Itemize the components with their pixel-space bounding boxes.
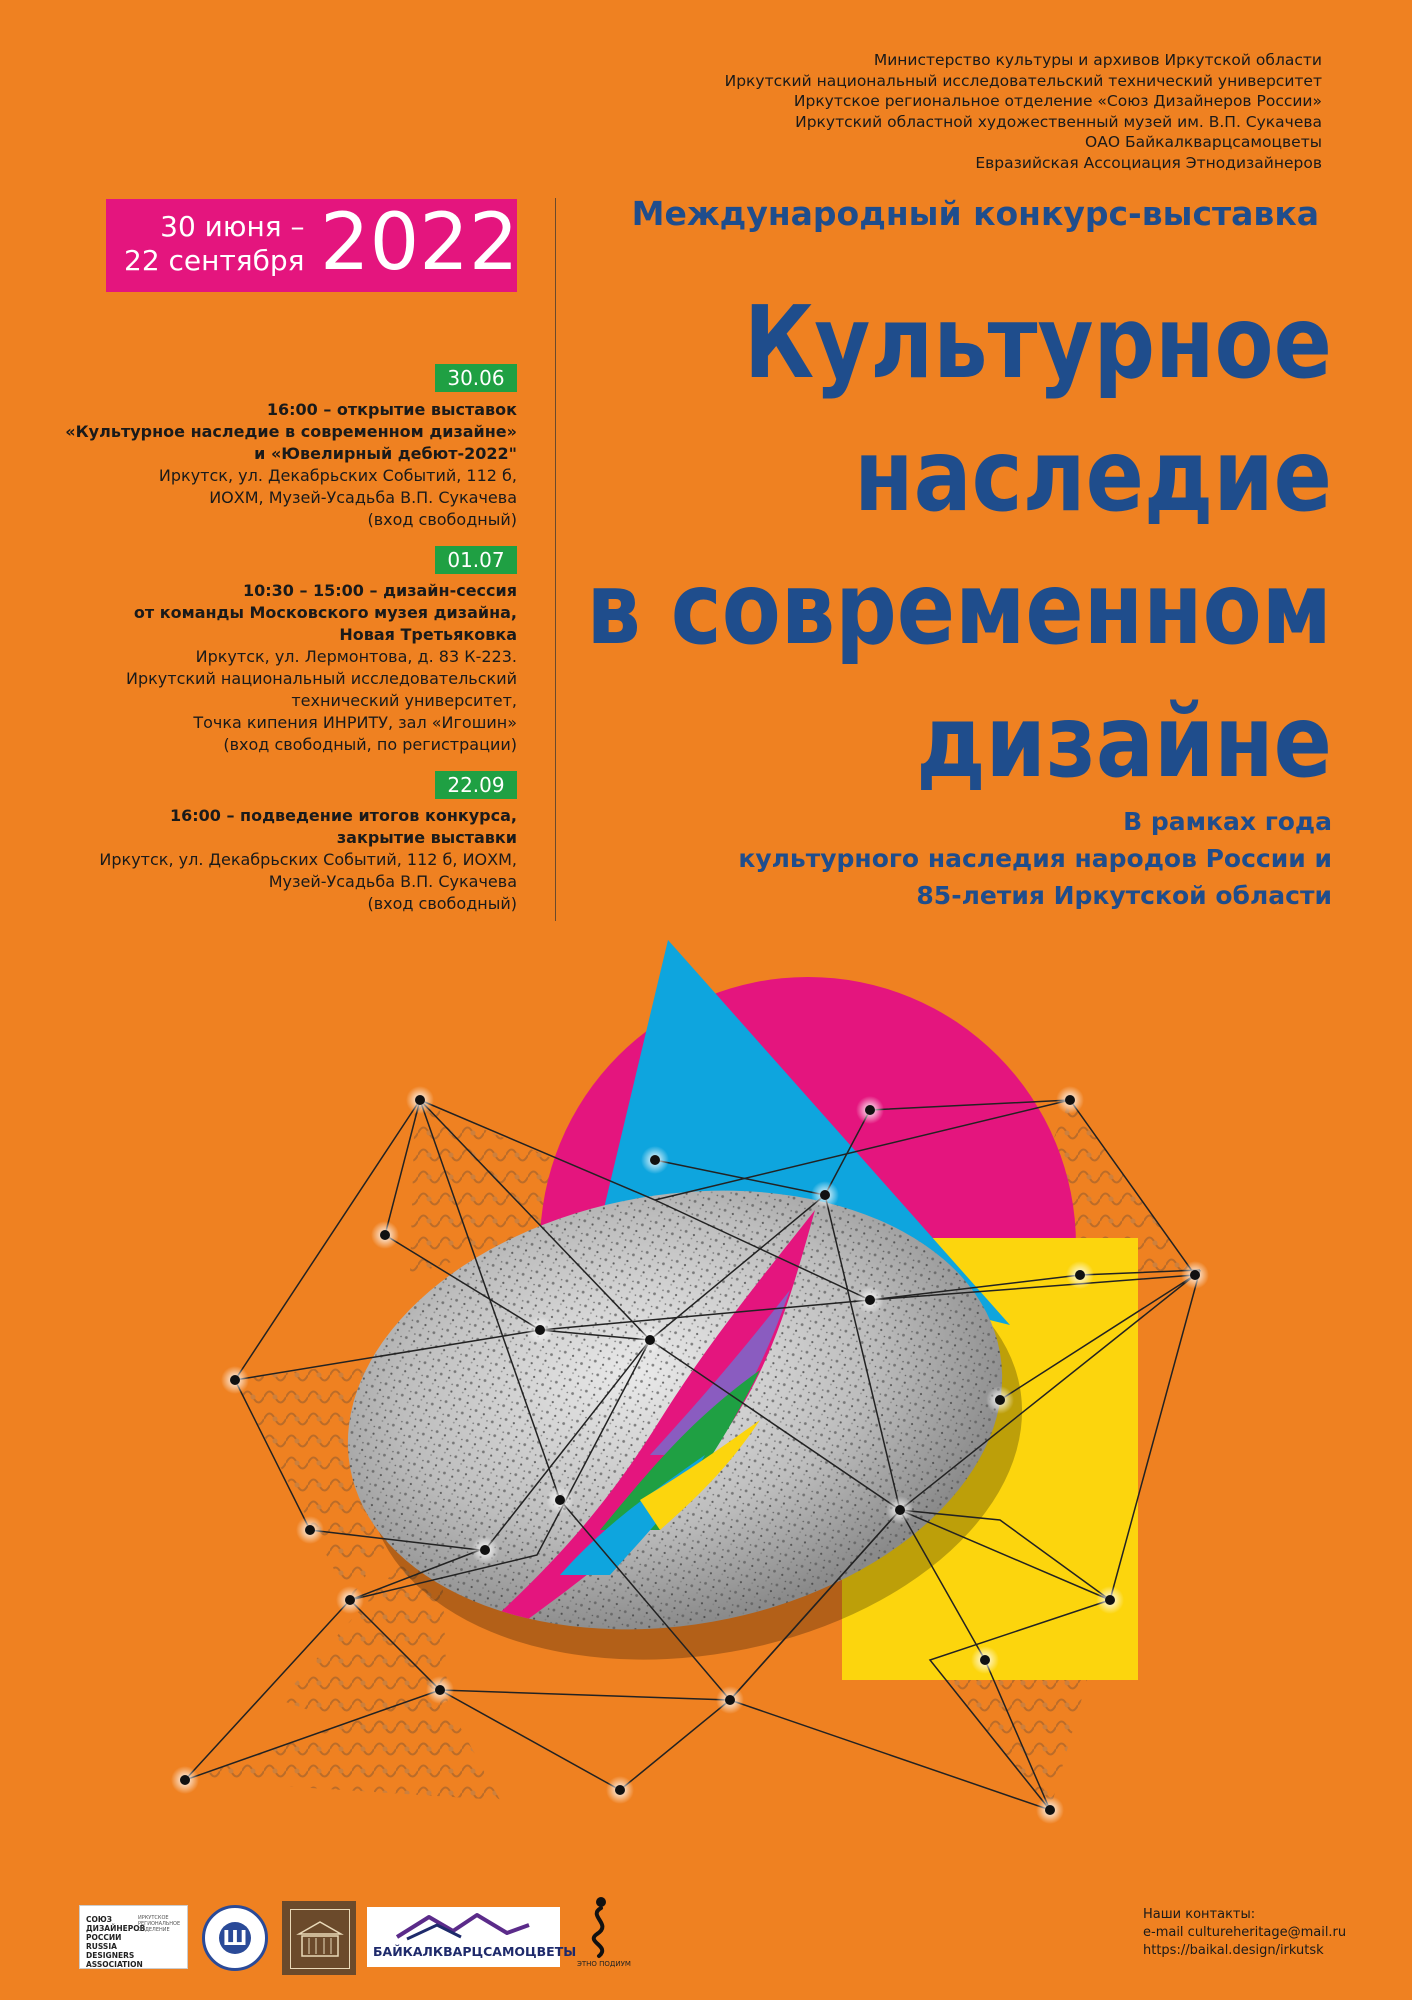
node xyxy=(856,1286,884,1314)
node xyxy=(426,1676,454,1704)
event-location: Иркутский национальный исследовательский xyxy=(126,669,517,688)
node xyxy=(171,1766,199,1794)
node xyxy=(471,1536,499,1564)
art-museum-logo xyxy=(282,1901,356,1975)
event-title: 10:30 – 15:00 – дизайн-сессия xyxy=(242,581,517,600)
node xyxy=(606,1776,634,1804)
organizer-line: Евразийская Ассоциация Этнодизайнеров xyxy=(975,153,1322,172)
event-title: и «Ювелирный дебют-2022" xyxy=(254,444,517,463)
event-location: Иркутск, ул. Декабрьских Событий, 112 б, xyxy=(158,466,517,485)
node xyxy=(371,1221,399,1249)
contacts-email: e-mail cultureheritage@mail.ru xyxy=(1143,1925,1347,1940)
node xyxy=(336,1586,364,1614)
node xyxy=(1181,1261,1209,1289)
title-line: Культурное xyxy=(743,284,1332,401)
node xyxy=(526,1316,554,1344)
organizers-list xyxy=(422,50,1322,173)
event-location: технический университет, xyxy=(291,691,517,710)
schedule-date-badge: 30.06 xyxy=(435,364,517,392)
schedule-date-badge: 01.07 xyxy=(435,546,517,574)
node xyxy=(1096,1586,1124,1614)
node xyxy=(546,1486,574,1514)
node xyxy=(406,1086,434,1114)
node xyxy=(716,1686,744,1714)
node xyxy=(856,1096,884,1124)
event-title: «Культурное наследие в современном дизайне» xyxy=(65,422,517,441)
node xyxy=(811,1181,839,1209)
logo-subtext: ИРКУТСКОЕ РЕГИОНАЛЬНОЕ ОТДЕЛЕНИЕ xyxy=(138,1915,181,1933)
event-location: (вход свободный, по регистрации) xyxy=(223,735,517,754)
date-block xyxy=(106,199,517,292)
organizer-line: Иркутский национальный исследовательский технический университет xyxy=(724,71,1322,90)
organizer-line: Иркутский областной художественный музей им. В.П. Сукачева xyxy=(795,112,1322,131)
organizer-line: ОАО Байкалкварцсамоцветы xyxy=(1085,133,1322,151)
schedule-date-badge: 22.09 xyxy=(435,771,517,799)
schedule-event xyxy=(0,399,517,531)
istu-university-logo xyxy=(202,1905,268,1971)
schedule-event xyxy=(0,580,517,756)
logo-text: СОЮЗ ДИЗАЙНЕРОВ РОССИИ RUSSIA DESIGNERS ASSOCIATION xyxy=(86,1915,146,1969)
logo-text: БАЙКАЛКВАРЦСАМОЦВЕТЫ xyxy=(373,1944,577,1959)
node xyxy=(221,1366,249,1394)
event-location: Точка кипения ИНРИТУ, зал «Игошин» xyxy=(193,713,517,732)
event-title: 16:00 – подведение итогов конкурса, xyxy=(169,806,517,825)
node xyxy=(641,1146,669,1174)
subtitle-line: 85-летия Иркутской области xyxy=(916,881,1332,910)
subtitle-line: В рамках года xyxy=(1123,807,1332,836)
event-location: Иркутск, ул. Декабрьских Событий, 112 б, ИОХМ, xyxy=(99,850,517,869)
node xyxy=(971,1646,999,1674)
main-title xyxy=(586,276,1332,808)
event-title: от команды Московского музея дизайна, xyxy=(133,603,517,622)
node xyxy=(886,1496,914,1524)
poster-artwork xyxy=(0,930,1412,1900)
contacts-website: https://baikal.design/irkutsk xyxy=(1143,1943,1324,1958)
event-location: (вход свободный) xyxy=(367,894,517,913)
baikalkvartssamotsvety-logo xyxy=(367,1907,577,1967)
vertical-divider xyxy=(555,198,556,921)
date-end: 22 сентября xyxy=(124,244,305,277)
event-location: Музей-Усадьба В.П. Сукачева xyxy=(268,872,517,891)
event-title: Новая Третьяковка xyxy=(339,625,517,644)
organizer-line: Иркутское региональное отделение «Союз Дизайнеров России» xyxy=(793,92,1322,110)
event-location: ИОХМ, Музей-Усадьба В.П. Сукачева xyxy=(209,488,517,507)
title-line: в современном xyxy=(586,550,1332,667)
node xyxy=(1056,1086,1084,1114)
node xyxy=(636,1326,664,1354)
schedule-event xyxy=(0,805,517,915)
node xyxy=(1036,1796,1064,1824)
title-line: наследие xyxy=(854,417,1332,534)
contacts-heading: Наши контакты: xyxy=(1143,1907,1256,1922)
date-range xyxy=(124,210,305,278)
organizer-line: Министерство культуры и архивов Иркутской области xyxy=(873,51,1322,69)
event-location: (вход свободный) xyxy=(367,510,517,529)
date-start: 30 июня – xyxy=(160,210,305,243)
mountains-icon xyxy=(367,1907,560,1943)
museum-building-icon xyxy=(290,1909,350,1969)
russia-designers-association-logo xyxy=(79,1905,188,1969)
node xyxy=(1066,1261,1094,1289)
event-title: 16:00 – открытие выставок xyxy=(266,400,517,419)
node xyxy=(296,1516,324,1544)
event-title: закрытие выставки xyxy=(336,828,517,847)
logo-text: ЭТНО ПОДИУМ xyxy=(577,1960,631,1968)
date-year: 2022 xyxy=(320,198,519,288)
university-emblem-icon: Ш xyxy=(219,1922,251,1954)
subtitle-line: культурного наследия народов России и xyxy=(738,844,1332,873)
etno-podium-logo xyxy=(577,1894,631,1974)
node xyxy=(986,1386,1014,1414)
contacts xyxy=(1143,1906,1346,1960)
contest-label: Международный конкурс-выставка xyxy=(631,194,1319,233)
title-line: дизайне xyxy=(916,683,1332,800)
subtitle xyxy=(738,803,1332,914)
event-location: Иркутск, ул. Лермонтова, д. 83 К-223. xyxy=(195,647,517,666)
